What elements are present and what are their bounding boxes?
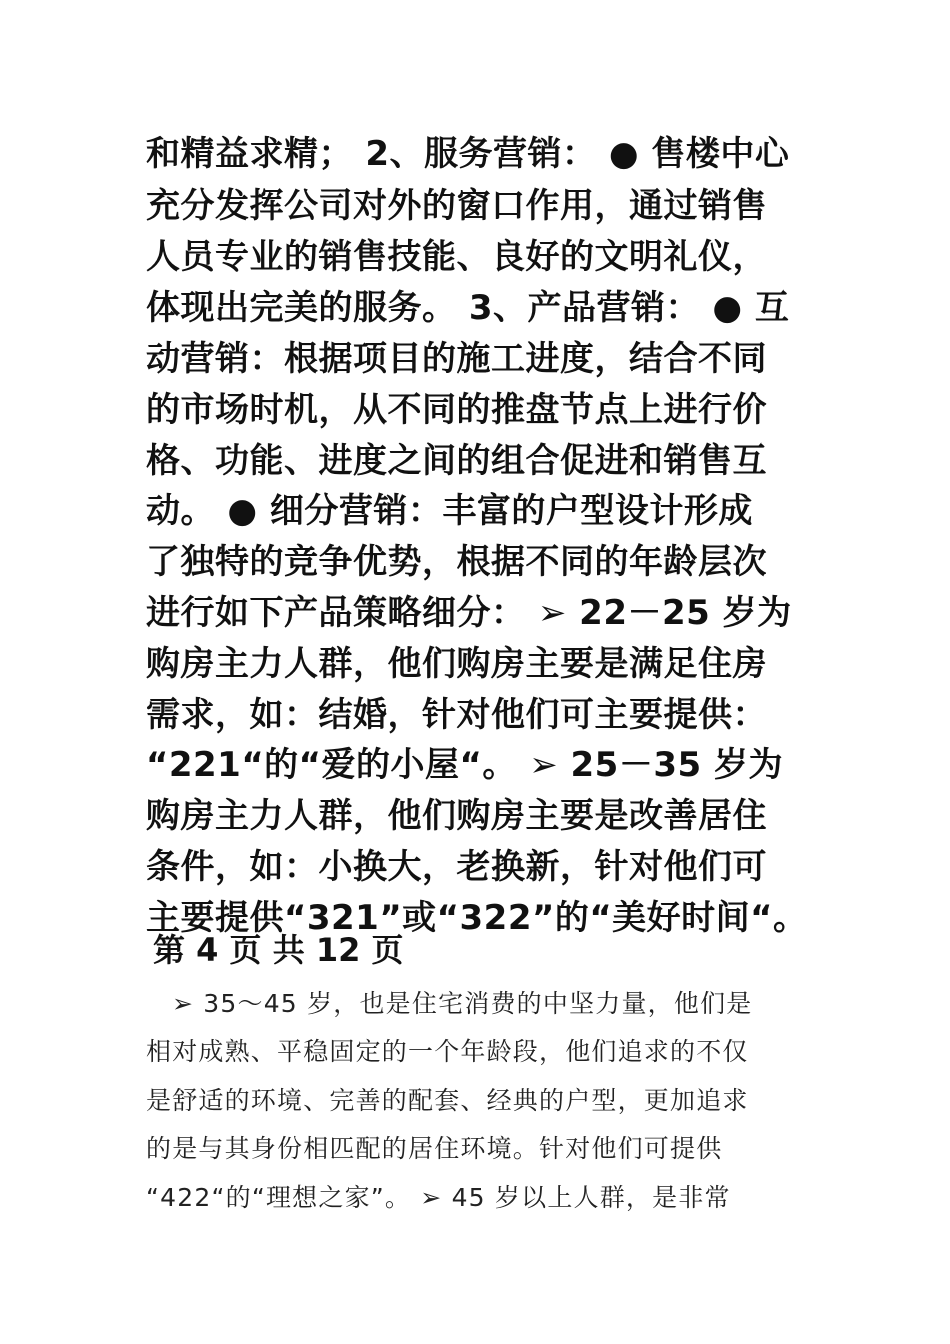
body-text-line: “422“的“理想之家”。 ➢ 45 岁以上人群，是非常 [146, 1183, 731, 1212]
page-footer: 第 4 页 共 12 页 [153, 931, 404, 969]
body-text-line: 需求，如：结婚，针对他们可主要提供： [146, 695, 767, 735]
body-text-line: 进行如下产品策略细分： ➢ 22－25 岁为 [146, 593, 792, 633]
body-text-line: “221“的“爱的小屋“。 ➢ 25－35 岁为 [146, 745, 783, 785]
body-text-line: 主要提供“321”或“322”的“美好时间“。 [146, 898, 808, 938]
body-text-line: 体现出完美的服务。 3、产品营销： ● 互 [146, 288, 790, 328]
body-text-line: 和精益求精； 2、服务营销： ● 售楼中心 [146, 134, 790, 174]
body-text-line: 是舒适的环境、完善的配套、经典的户型，更加追求 [146, 1086, 749, 1115]
body-text-line: 的市场时机，从不同的推盘节点上进行价 [146, 390, 767, 430]
body-text-line: 购房主力人群，他们购房主要是满足住房 [146, 644, 767, 684]
body-text-line: 格、功能、进度之间的组合促进和销售互 [146, 441, 767, 481]
body-text-line: 相对成熟、平稳固定的一个年龄段，他们追求的不仅 [146, 1037, 749, 1066]
body-text-line: 条件，如：小换大，老换新，针对他们可 [146, 847, 767, 887]
body-text-line: 充分发挥公司对外的窗口作用，通过销售 [146, 186, 767, 226]
body-text-line: 人员专业的销售技能、良好的文明礼仪， [146, 237, 767, 277]
body-text-line: 购房主力人群，他们购房主要是改善居住 [146, 796, 767, 836]
body-text-line: 动。 ● 细分营销：丰富的户型设计形成 [146, 491, 753, 531]
body-text-line: 动营销：根据项目的施工进度，结合不同 [146, 339, 767, 379]
body-text-line: ➢ 35～45 岁，也是住宅消费的中坚力量，他们是 [172, 989, 753, 1018]
body-text-line: 了独特的竞争优势，根据不同的年龄层次 [146, 542, 767, 582]
body-text-line: 的是与其身份相匹配的居住环境。针对他们可提供 [146, 1134, 723, 1163]
